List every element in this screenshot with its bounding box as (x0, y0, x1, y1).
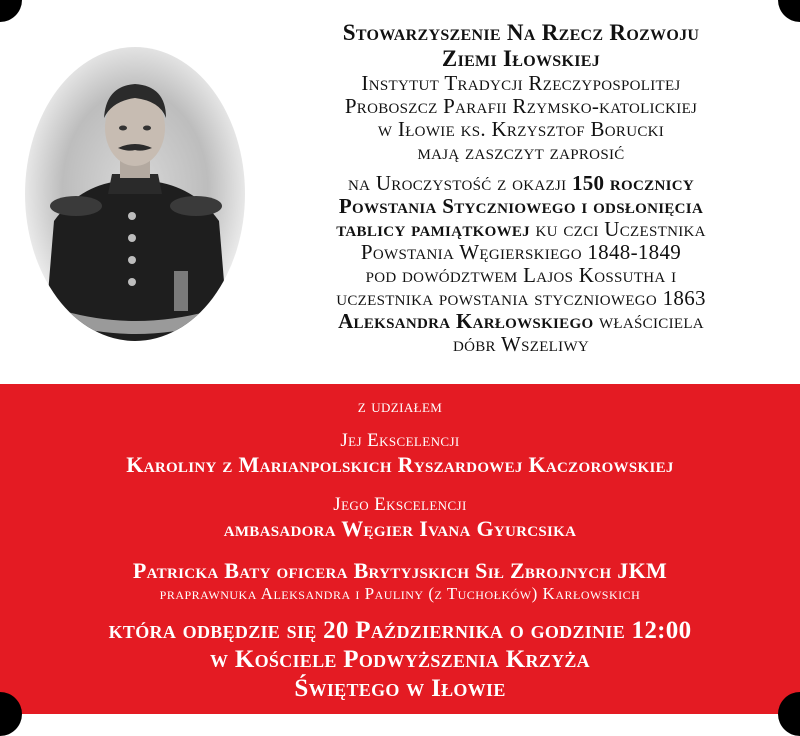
invite-line: mają zaszczyt zaprosić (417, 140, 625, 164)
guest-subtitle: praprawnuka Aleksandra i Pauliny (z Tuchołków) Karłowskich (159, 584, 641, 603)
institute-line: Instytut Tradycji Rzeczypospolitej (361, 71, 681, 95)
guests-intro: z udziałem (357, 396, 443, 417)
org-name: Stowarzyszenie Na Rzecz Rozwoju (342, 20, 700, 45)
event-line: w Kościele Podwyższenia Krzyża (210, 646, 590, 673)
guest-name: Patricka Baty oficera Brytyjskich Sił Zbrojnych JKM (132, 558, 668, 583)
occasion-line: tablicy pamiątkowej ku czci Uczestnika (336, 217, 706, 241)
guest-name: Karoliny z Marianpolskich Ryszardowej Kaczorowskiej (126, 452, 674, 477)
portrait-photo (24, 46, 246, 342)
guest-title: Jej Ekscelencji (340, 430, 460, 451)
occasion-line: Powstania Węgierskiego 1848-1849 (360, 240, 682, 264)
occasion-line: Powstania Styczniowego i odsłonięcia (338, 194, 704, 218)
occasion-line: na Uroczystość z okazji 150 rocznicy (348, 171, 694, 195)
priest-line: w Iłowie ks. Krzysztof Borucki (377, 117, 665, 141)
estate-line: dóbr Wszeliwy (452, 332, 590, 356)
parish-line: Proboszcz Parafii Rzymsko-katolickiej (344, 94, 698, 118)
guests-section (0, 396, 800, 703)
org-name-cont: Ziemi Iłowskiej (441, 46, 601, 71)
guest-title: Jego Ekscelencji (333, 494, 467, 515)
honoree-line: Aleksandra Karłowskiego właściciela (338, 309, 704, 333)
invitation-text (252, 20, 790, 356)
event-line: która odbędzie się 20 Października o godzinie 12:00 (108, 617, 692, 644)
occasion-line: pod dowództwem Lajos Kossutha i (365, 263, 677, 287)
guest-name: ambasadora Węgier Ivana Gyurcsika (223, 516, 577, 541)
occasion-line: uczestnika powstania styczniowego 1863 (336, 286, 706, 310)
event-line: Świętego w Iłowie (294, 675, 506, 702)
